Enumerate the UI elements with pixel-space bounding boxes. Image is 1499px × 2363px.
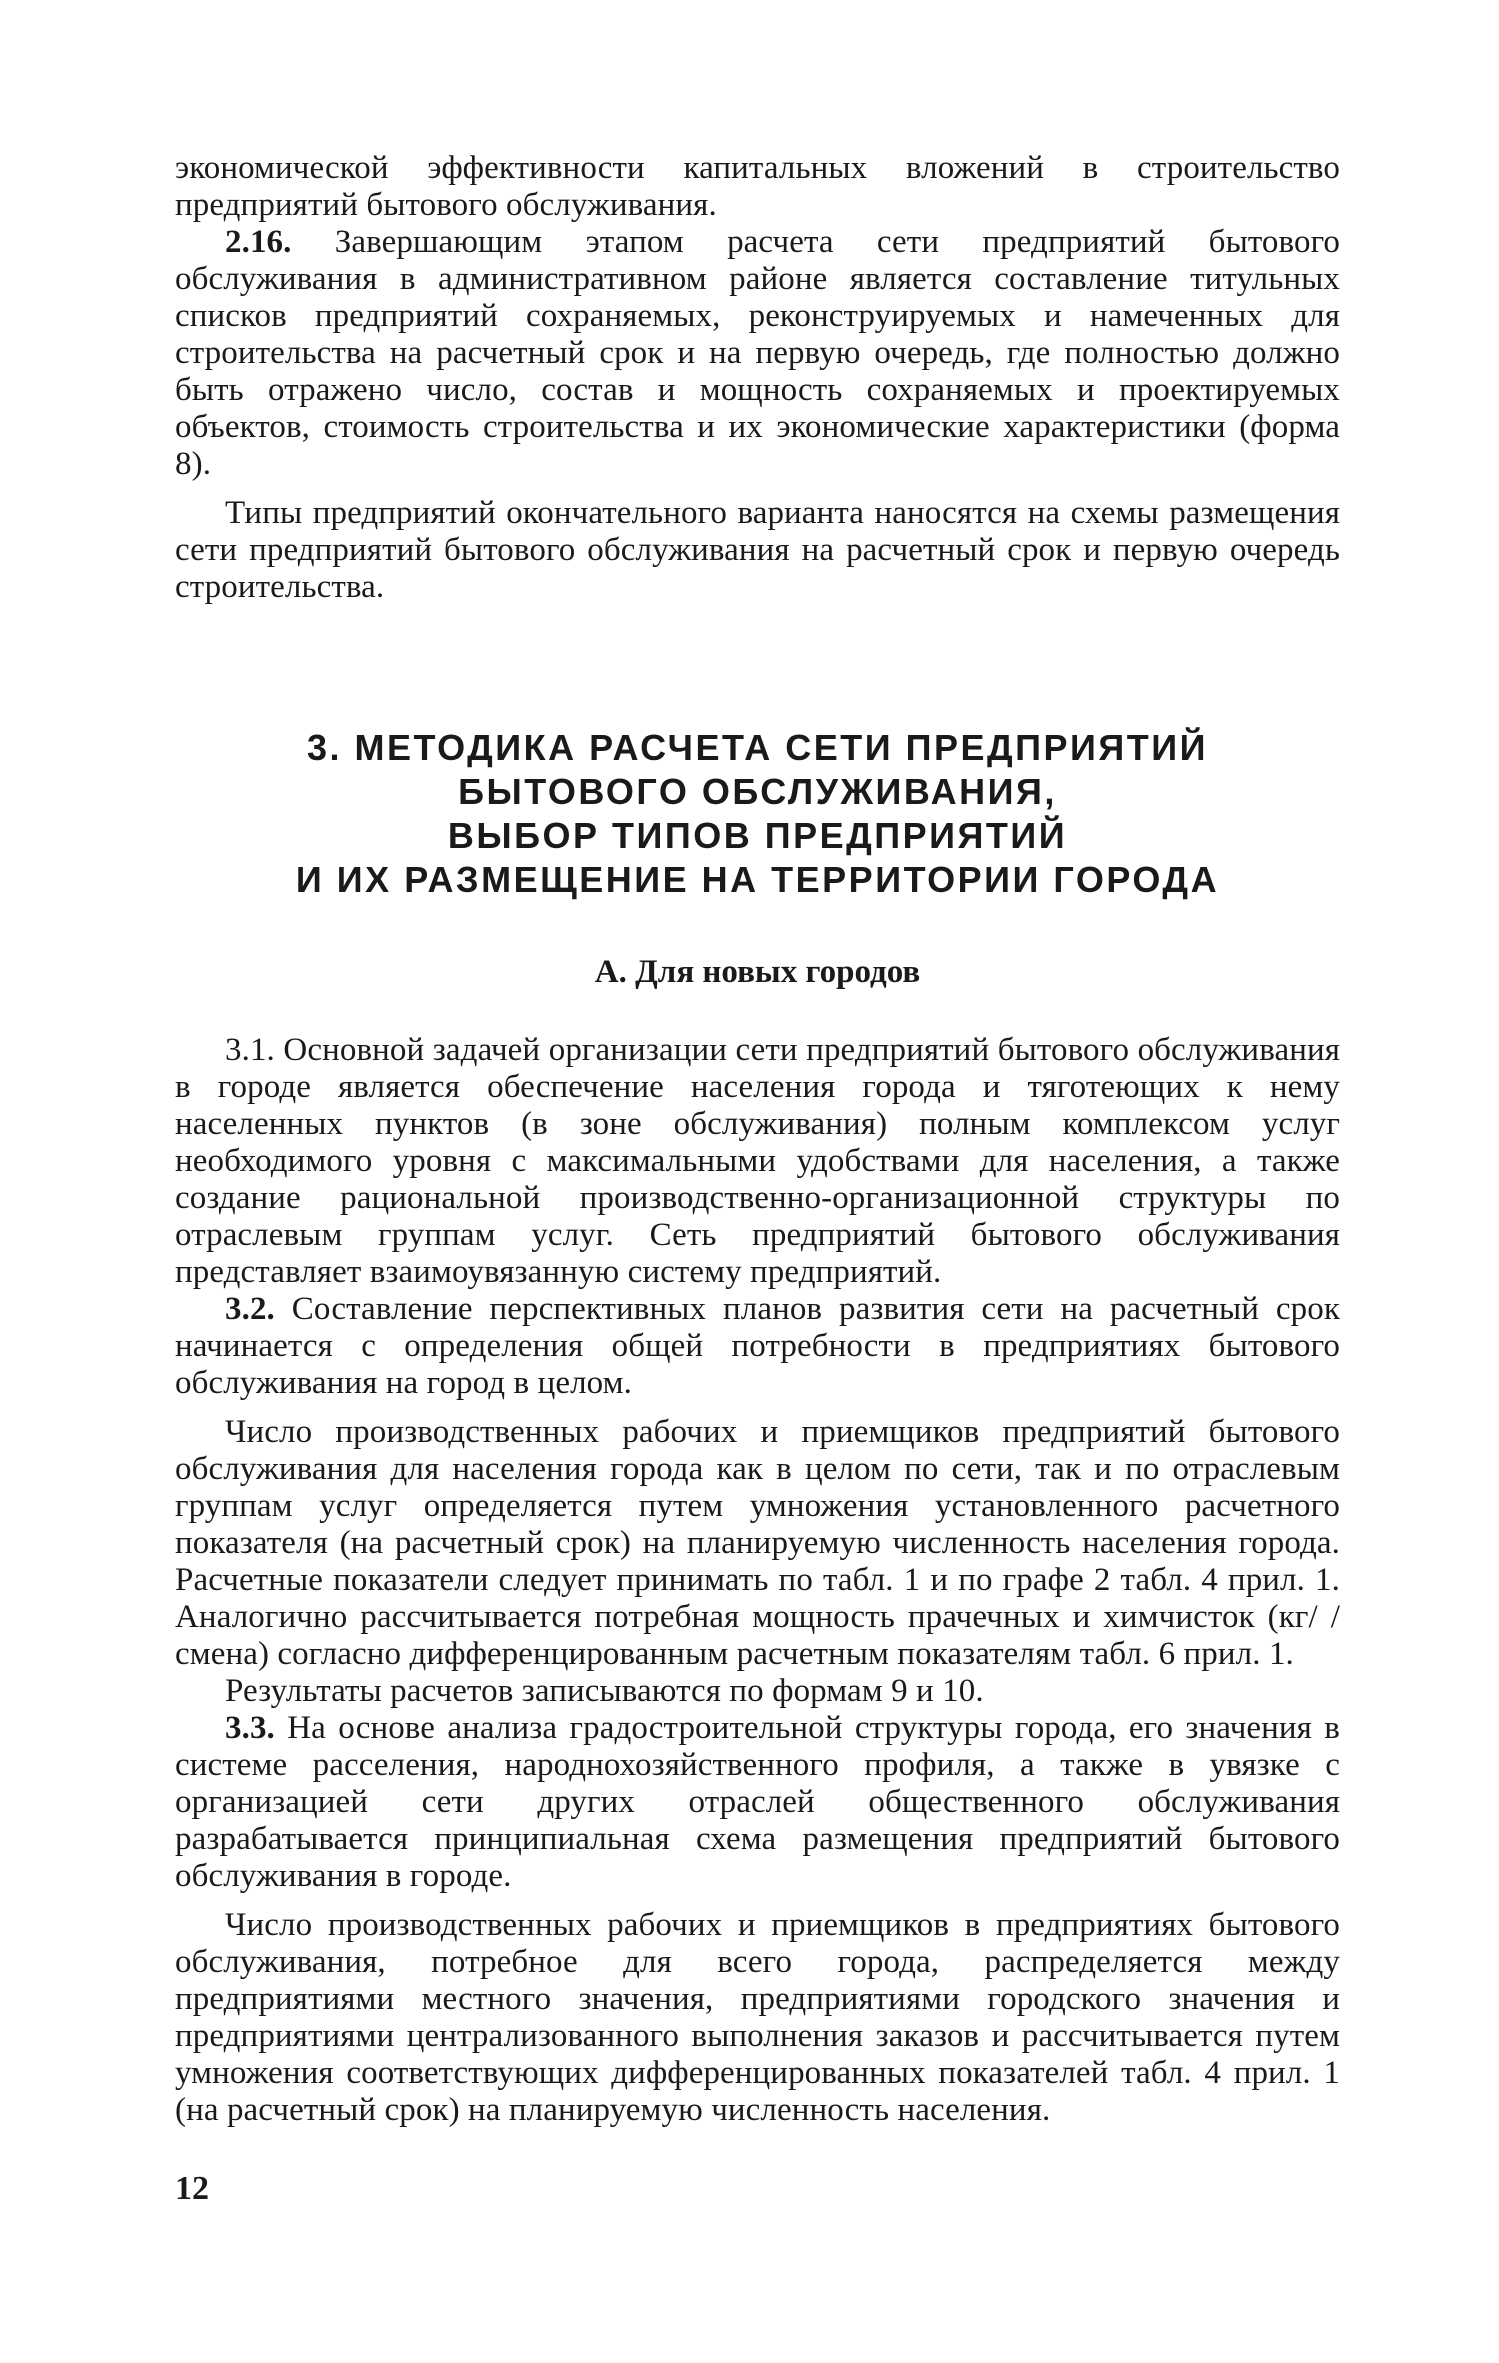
paragraph-text: Завершающим этапом расчета сети предприятий бытового обслуживания в административном районе является составление титульных списков предприятий сохраняемых, реконструируемых и намеченных для строительства на расчетный срок и на первую очередь, где полностью должно быть отражено число, состав и мощность сохраняемых и проектируемых объектов, стоимость строительства и их экономические характеристики (форма 8). bbox=[175, 224, 1340, 482]
section-title bbox=[175, 726, 1340, 902]
paragraph-number: 3.2. bbox=[225, 1291, 275, 1327]
section-title-line: БЫТОВОГО ОБСЛУЖИВАНИЯ, bbox=[458, 771, 1057, 812]
paragraph-text: Результаты расчетов записываются по формам 9 и 10. bbox=[225, 1673, 984, 1709]
paragraph-workers-count bbox=[175, 1414, 1340, 1673]
paragraph-results bbox=[175, 1673, 1340, 1710]
section-title-line: 3. МЕТОДИКА РАСЧЕТА СЕТИ ПРЕДПРИЯТИЙ bbox=[306, 727, 1209, 768]
paragraph-distribution bbox=[175, 1907, 1340, 2129]
paragraph-text: экономической эффективности капитальных вложений в строительство предприятий бытового обслуживания. bbox=[175, 150, 1340, 223]
paragraph-2-16 bbox=[175, 224, 1340, 483]
paragraph-number: 3.3. bbox=[225, 1710, 275, 1746]
page-number: 12 bbox=[175, 2170, 209, 2207]
paragraph-text: На основе анализа градостроительной структуры города, его значения в системе расселения, народнохозяйственного профиля, а также в увязке с организацией сети других отраслей общественного обслуживания разрабатывается принципиальная схема размещения предприятий бытового обслуживания в городе. bbox=[175, 1710, 1340, 1894]
paragraph-text: Составление перспективных планов развития сети на расчетный срок начинается с определения общей потребности в предприятиях бытового обслуживания на город в целом. bbox=[175, 1291, 1340, 1401]
paragraph-number: 3.1. bbox=[225, 1032, 275, 1068]
paragraph-text: Типы предприятий окончательного варианта наносятся на схемы размещения сети предприятий бытового обслуживания на расчетный срок и первую очередь строительства. bbox=[175, 495, 1340, 605]
paragraph-text: Число производственных рабочих и приемщиков предприятий бытового обслуживания для населения города как в целом по сети, так и по отраслевым группам услуг определяется путем умножения установленного расчетного показателя (на расчетный срок) на планируемую численность населения города. Расчетные показатели следует принимать по табл. 1 и по графе 2 табл. 4 прил. 1. Аналогично рассчитывается потребная мощность прачечных и химчисток (кг/ /смена) согласно дифференцированным расчетным показателям табл. 6 прил. 1. bbox=[175, 1414, 1340, 1672]
section-title-line: ВЫБОР ТИПОВ ПРЕДПРИЯТИЙ bbox=[447, 815, 1068, 856]
paragraph-3-1 bbox=[175, 1032, 1340, 1291]
section-subtitle: А. Для новых городов bbox=[594, 954, 921, 990]
document-page bbox=[175, 150, 1340, 2129]
paragraph-continuation bbox=[175, 150, 1340, 224]
paragraph-types bbox=[175, 495, 1340, 606]
paragraph-3-3 bbox=[175, 1710, 1340, 1895]
paragraph-text: Число производственных рабочих и приемщиков в предприятиях бытового обслуживания, потребное для всего города, распределяется между предприятиями местного значения, предприятиями городского значения и предприятиями централизованного выполнения заказов и рассчитывается путем умножения соответствующих дифференцированных показателей табл. 4 прил. 1 (на расчетный срок) на планируемую численность населения. bbox=[175, 1907, 1340, 2128]
section-title-line: И ИХ РАЗМЕЩЕНИЕ НА ТЕРРИТОРИИ ГОРОДА bbox=[295, 859, 1220, 900]
paragraph-text: Основной задачей организации сети предприятий бытового обслуживания в городе является обеспечение населения города и тяготеющих к нему населенных пунктов (в зоне обслуживания) полным комплексом услуг необходимого уровня с максимальными удобствами для населения, а также создание рациональной производственно-организационной структуры по отраслевым группам услуг. Сеть предприятий бытового обслуживания представляет взаимоувязанную систему предприятий. bbox=[175, 1032, 1340, 1290]
paragraph-number: 2.16. bbox=[225, 224, 292, 260]
paragraph-3-2 bbox=[175, 1291, 1340, 1402]
